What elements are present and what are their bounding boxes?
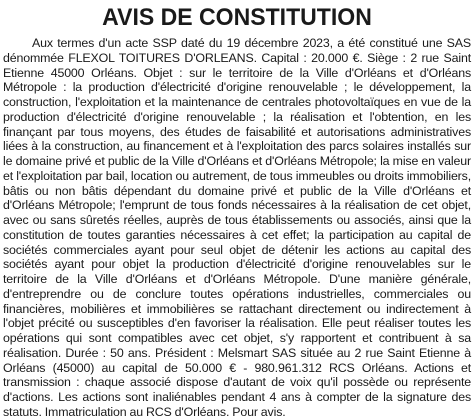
notice-body: Aux termes d'un acte SSP daté du 19 décembre 2023, a été constitué une SAS dénommée FLEXOL TOITURES D'ORLEANS. Capital : 20.000 €. Siège : 2 rue Saint Etienne 45000 Orléans. Objet : sur le territoire de la Ville d'Orléans et d'Orléans Métropole : la production d'électricité d'origine renouvelable ; le développement, la construction, l'exploitation et la maintenance de centrales photovoltaïques en vue de la production d'électricité d'origine renouvelable ; la réalisation et l'obtention, en les finançant par tous moyens, des études de faisabilité et autorisations administratives liées à la construction, au financement et à l'exploitation des parcs solaires installés sur le domaine privé et public de la Ville d'Orléans et d'Orléans Métropole; la mise en valeur et l'exploitation par bail, location ou autrement, de tous immeubles ou droits immobiliers, bâtis ou non bâtis dépendant du domaine privé et public de la Ville d'Orléans et d'Orléans Métropole; l'emprunt de tous fonds nécessaires à la réalisation de cet objet, avec ou sans sûretés réelles, auprès de tous établissements ou associés, ainsi que la constitution de toutes garanties nécessaires à cet effet; la participation au capital de sociétés commerciales ayant pour seul objet de détenir les actions au capital des sociétés ayant pour objet la production d'électricité d'origine renouvelables sur le territoire de la Ville d'Orléans et d'Orléans Métropole. D'une manière générale, d'entreprendre ou de conclure toutes opérations industrielles, commerciales ou financières, mobilières et immobilières se rattachant directement ou indirectement à l'objet précité ou susceptibles d'en favoriser la réalisation. Elle peut réaliser toutes les opérations qui sont compatibles avec cet objet, s'y rapportent et contribuent à sa réalisation. Durée : 50 ans. Président : Melsmart SAS située au 2 rue Saint Etienne à Orléans (45000) au capital de 50.000 € - 980.961.312 RCS Orléans. Actions et transmission : chaque associé dispose d'autant de voix qu'il possède ou représente d'actions. Les actions sont inaliénables pendant 4 ans à compter de la signature des statuts. Immatriculation au RCS d'Orléans. Pour avis.	[3, 36, 471, 419]
notice-title: AVIS DE CONSTITUTION	[102, 4, 372, 31]
